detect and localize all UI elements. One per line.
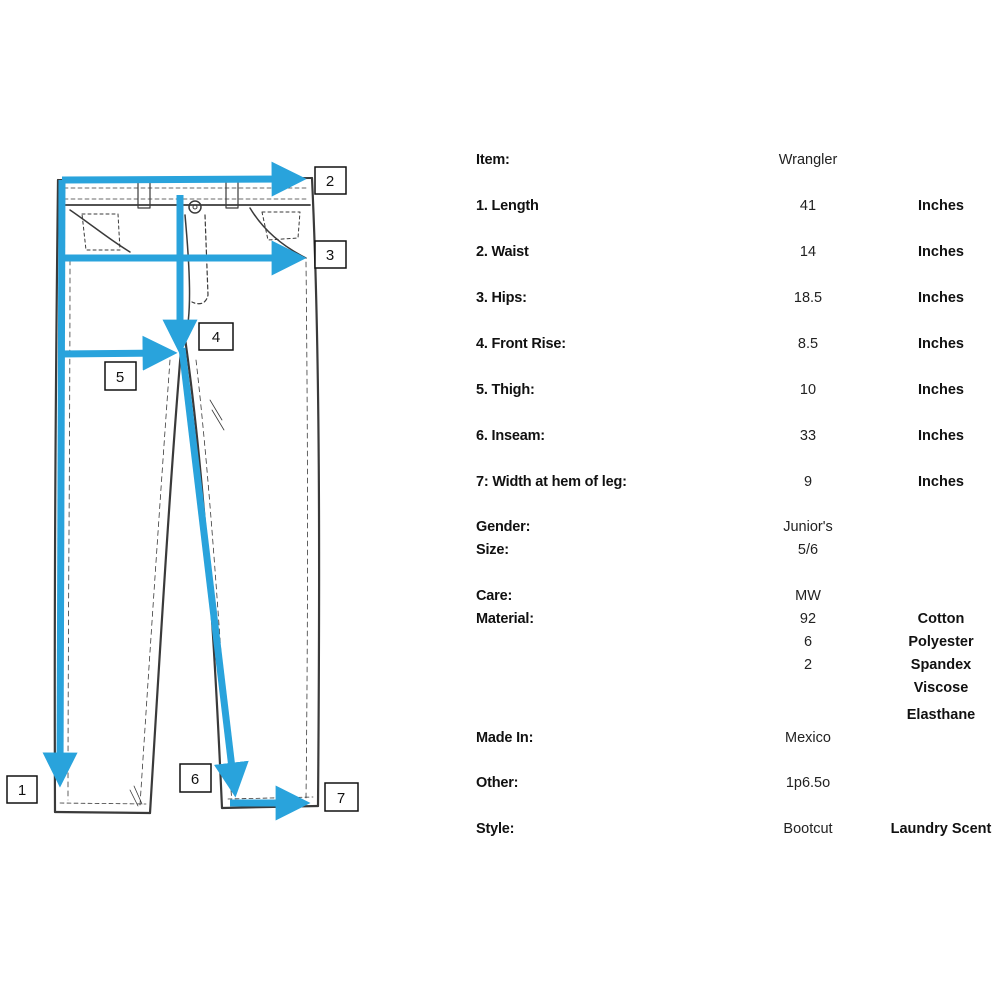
size-value: 5/6 <box>797 542 819 558</box>
care-label: Care: <box>476 588 513 604</box>
thigh-unit: Inches <box>918 382 964 398</box>
item-label: Item: <box>476 152 510 168</box>
svg-text:2: 2 <box>325 173 335 190</box>
made-in-label: Made In: <box>476 730 534 746</box>
waist-unit: Inches <box>918 244 964 260</box>
thigh-value: 10 <box>799 382 817 398</box>
material-fabric-1: Cotton <box>917 611 965 627</box>
svg-text:4: 4 <box>211 329 221 346</box>
material-value-2: 6 <box>803 634 813 650</box>
waist-label: 2. Waist <box>476 244 529 260</box>
front-rise-unit: Inches <box>918 336 964 352</box>
svg-text:1: 1 <box>17 782 27 799</box>
waist-value: 14 <box>799 244 817 260</box>
other-label: Other: <box>476 775 519 791</box>
material-fabric-4: Viscose <box>913 680 969 696</box>
hem-width-label: 7: Width at hem of leg: <box>476 474 627 490</box>
hips-value: 18.5 <box>793 290 823 306</box>
material-fabric-2: Polyester <box>908 634 974 650</box>
material-label: Material: <box>476 611 534 627</box>
svg-text:7: 7 <box>336 790 346 807</box>
hem-width-unit: Inches <box>918 474 964 490</box>
hem-width-value: 9 <box>803 474 813 490</box>
material-fabric-5: Elasthane <box>906 707 976 723</box>
thigh-label: 5. Thigh: <box>476 382 535 398</box>
made-in-value: Mexico <box>785 730 831 746</box>
style-extra: Laundry Scent <box>890 821 992 837</box>
material-value-1: 92 <box>799 611 817 627</box>
hips-unit: Inches <box>918 290 964 306</box>
inseam-value: 33 <box>799 428 817 444</box>
svg-text:5: 5 <box>115 369 125 386</box>
svg-text:3: 3 <box>325 247 335 264</box>
svg-text:6: 6 <box>190 771 200 788</box>
care-value: MW <box>795 588 821 604</box>
length-value: 41 <box>799 198 817 214</box>
hips-label: 3. Hips: <box>476 290 527 306</box>
length-unit: Inches <box>918 198 964 214</box>
length-label: 1. Length <box>476 198 539 214</box>
style-label: Style: <box>476 821 515 837</box>
front-rise-value: 8.5 <box>797 336 819 352</box>
gender-value: Junior's <box>783 519 833 535</box>
material-fabric-3: Spandex <box>910 657 972 673</box>
item-value: Wrangler <box>778 152 838 168</box>
material-value-3: 2 <box>803 657 813 673</box>
style-value: Bootcut <box>783 821 833 837</box>
size-label: Size: <box>476 542 509 558</box>
inseam-unit: Inches <box>918 428 964 444</box>
other-value: 1p6.5o <box>785 775 831 791</box>
inseam-label: 6. Inseam: <box>476 428 545 444</box>
gender-label: Gender: <box>476 519 531 535</box>
front-rise-label: 4. Front Rise: <box>476 336 566 352</box>
